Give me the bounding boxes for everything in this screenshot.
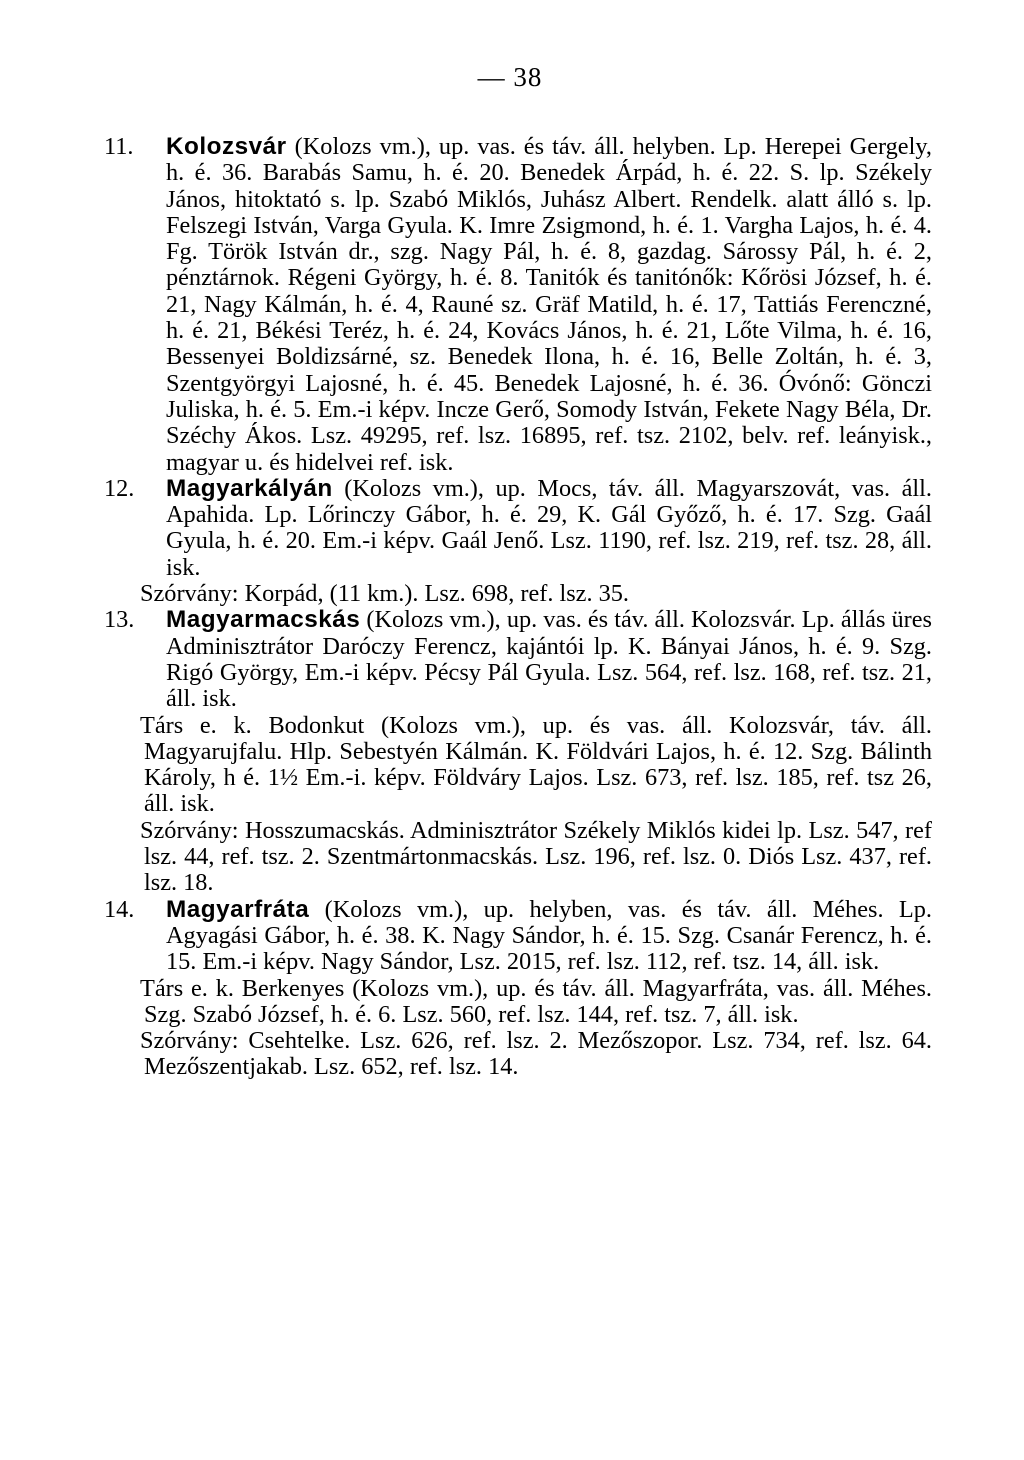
entry-magyarmacskas bbox=[104, 607, 932, 712]
document-body bbox=[104, 134, 932, 1081]
entry-number: 13. bbox=[104, 606, 135, 634]
entry-text: (Kolozs vm.), up. Mocs, táv. áll. Magyarszovát, vas. áll. Apahida. Lp. Lőrinczy Gábor, h. é. 29, K. Gál Győző, h. é. 17. Szg. Gaál Gyula, h. é. 20. Em.-i képv. Gaál Jenő. Lsz. 1190, ref. lsz. 219, ref. tsz. 28, áll. isk. bbox=[166, 474, 932, 581]
entry-number: 11. bbox=[104, 133, 134, 160]
entry-text: (Kolozs vm.), up. helyben, vas. és táv. áll. Méhes. Lp. Agyagási Gábor, h. é. 38. K. Nagy Sándor, h. é. 15. Szg. Csanár Ferencz, h. é. 15. Em.-i képv. Nagy Sándor, Lsz. 2015, ref. lsz. 112, ref. tsz. 14, áll. isk. bbox=[166, 895, 932, 976]
entry-magyarkalyan bbox=[104, 476, 932, 581]
entry-paragraph bbox=[166, 476, 932, 581]
entry-magyarfrata bbox=[104, 897, 932, 976]
entry-heading: Magyarmacskás bbox=[166, 606, 361, 634]
entry-heading: Magyarkályán bbox=[166, 474, 333, 502]
entry-paragraph bbox=[166, 607, 932, 712]
entry-paragraph bbox=[166, 897, 932, 976]
entry-number: 12. bbox=[104, 474, 135, 502]
entry-kolozsvar bbox=[104, 134, 932, 476]
entry-number: 14. bbox=[104, 895, 135, 923]
entry-heading: Kolozsvár bbox=[166, 133, 287, 160]
entry-paragraph bbox=[166, 134, 932, 476]
tars-bodonkut: Társ e. k. Bodonkut (Kolozs vm.), up. és vas. áll. Kolozsvár, táv. áll. Magyarujfalu. Hlp. Sebestyén Kálmán. K. Földvári Lajos, h. é. 12. Szg. Bálinth Károly, h é. 1½ Em.-i. képv. Földváry Lajos. Lsz. 673, ref. lsz. 185, ref. tsz 26, áll. isk. bbox=[140, 711, 932, 818]
entry-heading: Magyarfráta bbox=[166, 895, 310, 923]
szorvany-csehtelke: Szórvány: Csehtelke. Lsz. 626, ref. lsz. 2. Mezőszopor. Lsz. 734, ref. lsz. 64. Mezőszentjakab. Lsz. 652, ref. lsz. 14. bbox=[140, 1027, 932, 1081]
entry-text: (Kolozs vm.), up. vas. és táv. áll. helyben. Lp. Herepei Gergely, h. é. 36. Barabás Samu, h. é. 20. Benedek Árpád, h. é. 22. S. lp. Székely János, hitoktató s. lp. Szabó Miklós, Juhász Albert. Rendelk. alatt álló s. lp. Felszegi István, Varga Gyula. K. Imre Zsigmond, h. é. 1. Vargha Lajos, h. é. 4. Fg. Török István dr., szg. Nagy Pál, h. é. 8, gazdag. Sárossy Pál, h. é. 2, pénztárnok. Régeni György, h. é. 8. Tanitók és tanitónők: Kőrösi József, h. é. 21, Nagy Kálmán, h. é. 4, Rauné sz. Gräf Matild, h. é. 17, Tattiás Ferenczné, h. é. 21, Békési Teréz, h. é. 24, Kovács János, h. é. 21, Lőte Vilma, h. é. 16, Bessenyei Boldizsárné, sz. Benedek Ilona, h. é. 16, Belle Zoltán, h. é. 3, Szentgyörgyi Lajosné, h. é. 45. Benedek Lajosné, h. é. 36. Óvónő: Gönczi Juliska, h. é. 5. Em.-i képv. Incze Gerő, Somody István, Fekete Nagy Béla, Dr. Széchy Ákos. Lsz. 49295, ref. lsz. 16895, ref. tsz. 2102, belv. ref. leányisk., magyar u. és hidelvei ref. isk. bbox=[166, 133, 932, 476]
page-number: — 38 bbox=[477, 62, 543, 92]
tars-berkenyes: Társ e. k. Berkenyes (Kolozs vm.), up. és táv. áll. Magyarfráta, vas. áll. Méhes. Szg. Szabó József, h. é. 6. Lsz. 560, ref. lsz. 144, ref. tsz. 7, áll. isk. bbox=[140, 974, 932, 1028]
entry-text: (Kolozs vm.), up. vas. és táv. áll. Kolozsvár. Lp. állás üres Adminisztrátor Daróczy Ferencz, kajántói lp. K. Bányai János, h. é. 9. Szg. Rigó György, Em.-i képv. Pécsy Pál Gyula. Lsz. 564, ref. lsz. 168, ref. tsz. 21, áll. isk. bbox=[166, 606, 932, 713]
szorvany-hosszumacskas: Szórvány: Hosszumacskás. Adminisztrátor Székely Miklós kidei lp. Lsz. 547, ref lsz. 44, ref. tsz. 2. Szentmártonmacskás. Lsz. 196, ref. lsz. 0. Diós Lsz. 437, ref. lsz. 18. bbox=[140, 816, 932, 897]
szorvany-korpad: Szórvány: Korpád, (11 km.). Lsz. 698, ref. lsz. 35. bbox=[140, 580, 629, 608]
